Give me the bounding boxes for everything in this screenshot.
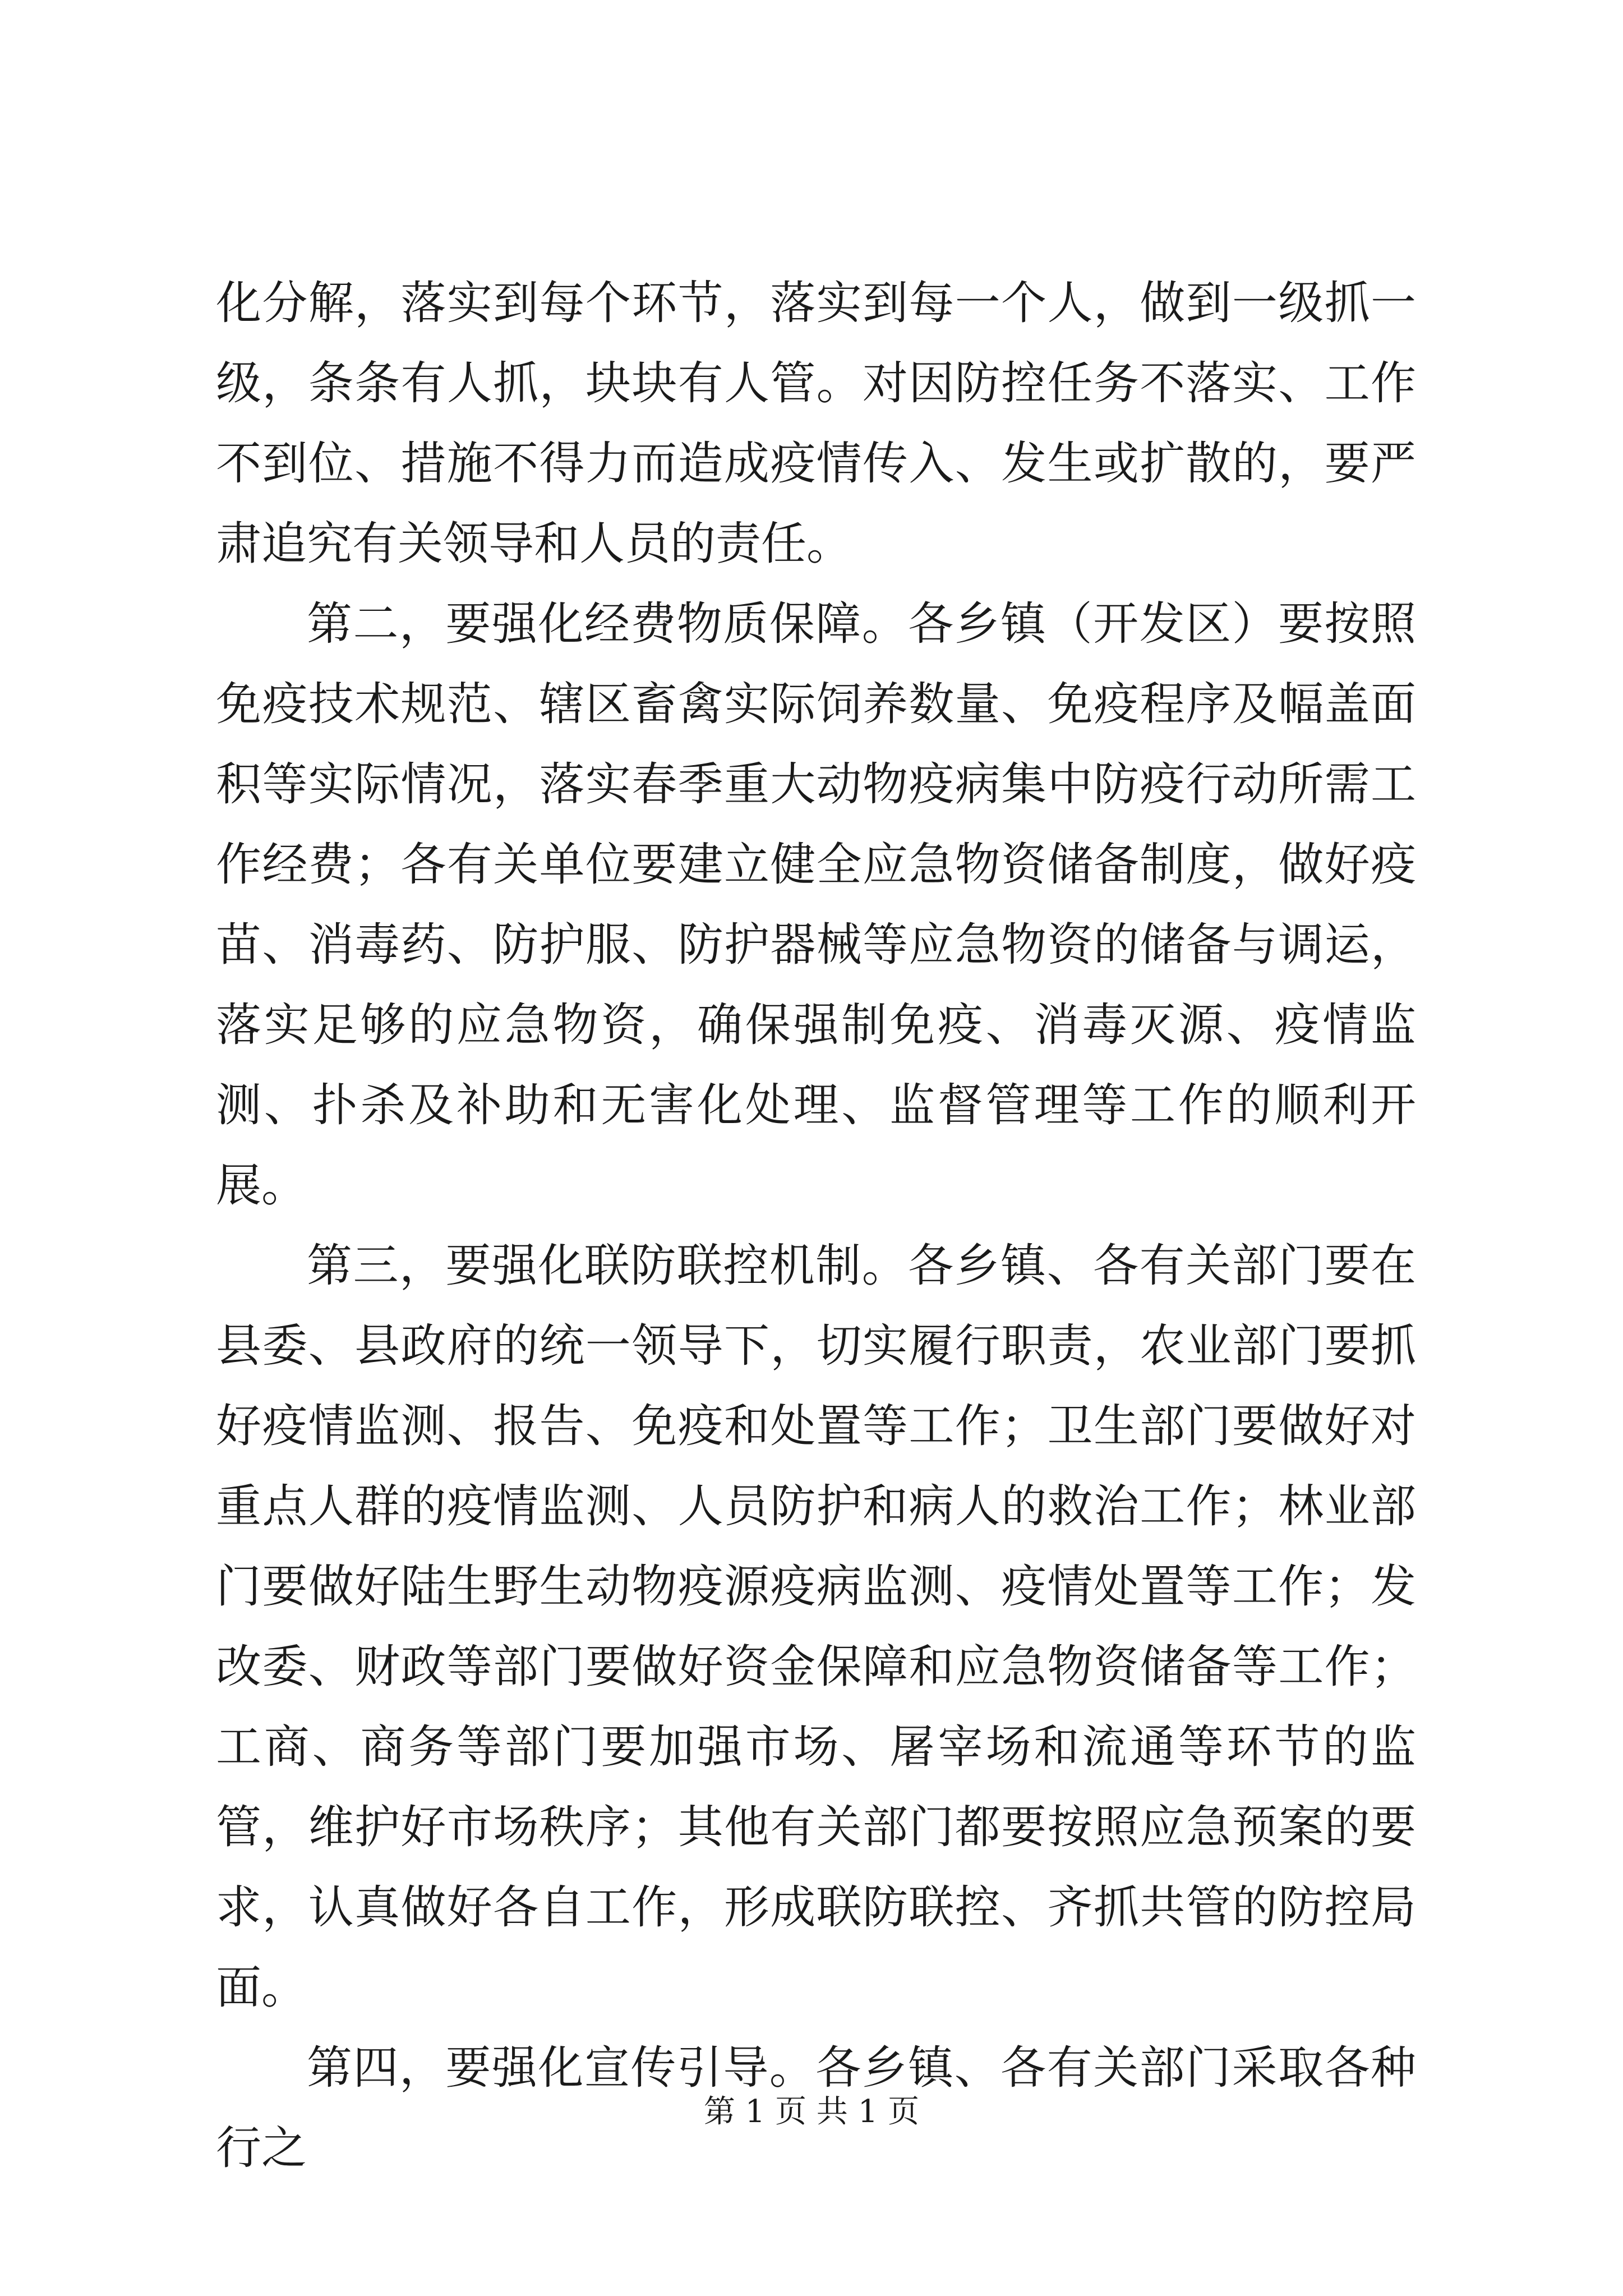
paragraph-publicity: 第四，要强化宣传引导。各乡镇、各有关部门采取各种行之 [216, 2042, 1416, 2175]
paragraph-funding-guarantee: 第二，要强化经费物质保障。各乡镇（开发区）要按照免疫技术规范、辖区畜禽实际饲养数量、免疫程序及幅盖面积等实际情况，落实春季重大动物疫病集中防疫行动所需工作经费；各有关单位要建立健全应急物资储备制度，做好疫苗、消毒药、防护服、防护器械等应急物资的储备与调运，落实足够的应急物资，确保强制免疫、消毒灭源、疫情监测、扑杀及补助和无害化处理、监督管理等工作的顺利开展。 [216, 598, 1416, 1212]
paragraph-continuation: 化分解，落实到每个环节，落实到每一个人，做到一级抓一级，条条有人抓，块块有人管。对因防控任务不落实、工作不到位、措施不得力而造成疫情传入、发生或扩散的，要严肃追究有关领导和人员的责任。 [216, 277, 1416, 570]
paragraph-joint-control: 第三，要强化联防联控机制。各乡镇、各有关部门要在县委、县政府的统一领导下，切实履行职责，农业部门要抓好疫情监测、报告、免疫和处置等工作；卫生部门要做好对重点人群的疫情监测、人员防护和病人的救治工作；林业部门要做好陆生野生动物疫源疫病监测、疫情处置等工作；发改委、财政等部门要做好资金保障和应急物资储备等工作；工商、商务等部门要加强市场、屠宰场和流通等环节的监管，维护好市场秩序；其他有关部门都要按照应急预案的要求，认真做好各自工作，形成联防联控、齐抓共管的防控局面。 [216, 1240, 1416, 2014]
document-body [216, 264, 1416, 2189]
page-footer: 第 1 页 共 1 页 [703, 2093, 920, 2130]
